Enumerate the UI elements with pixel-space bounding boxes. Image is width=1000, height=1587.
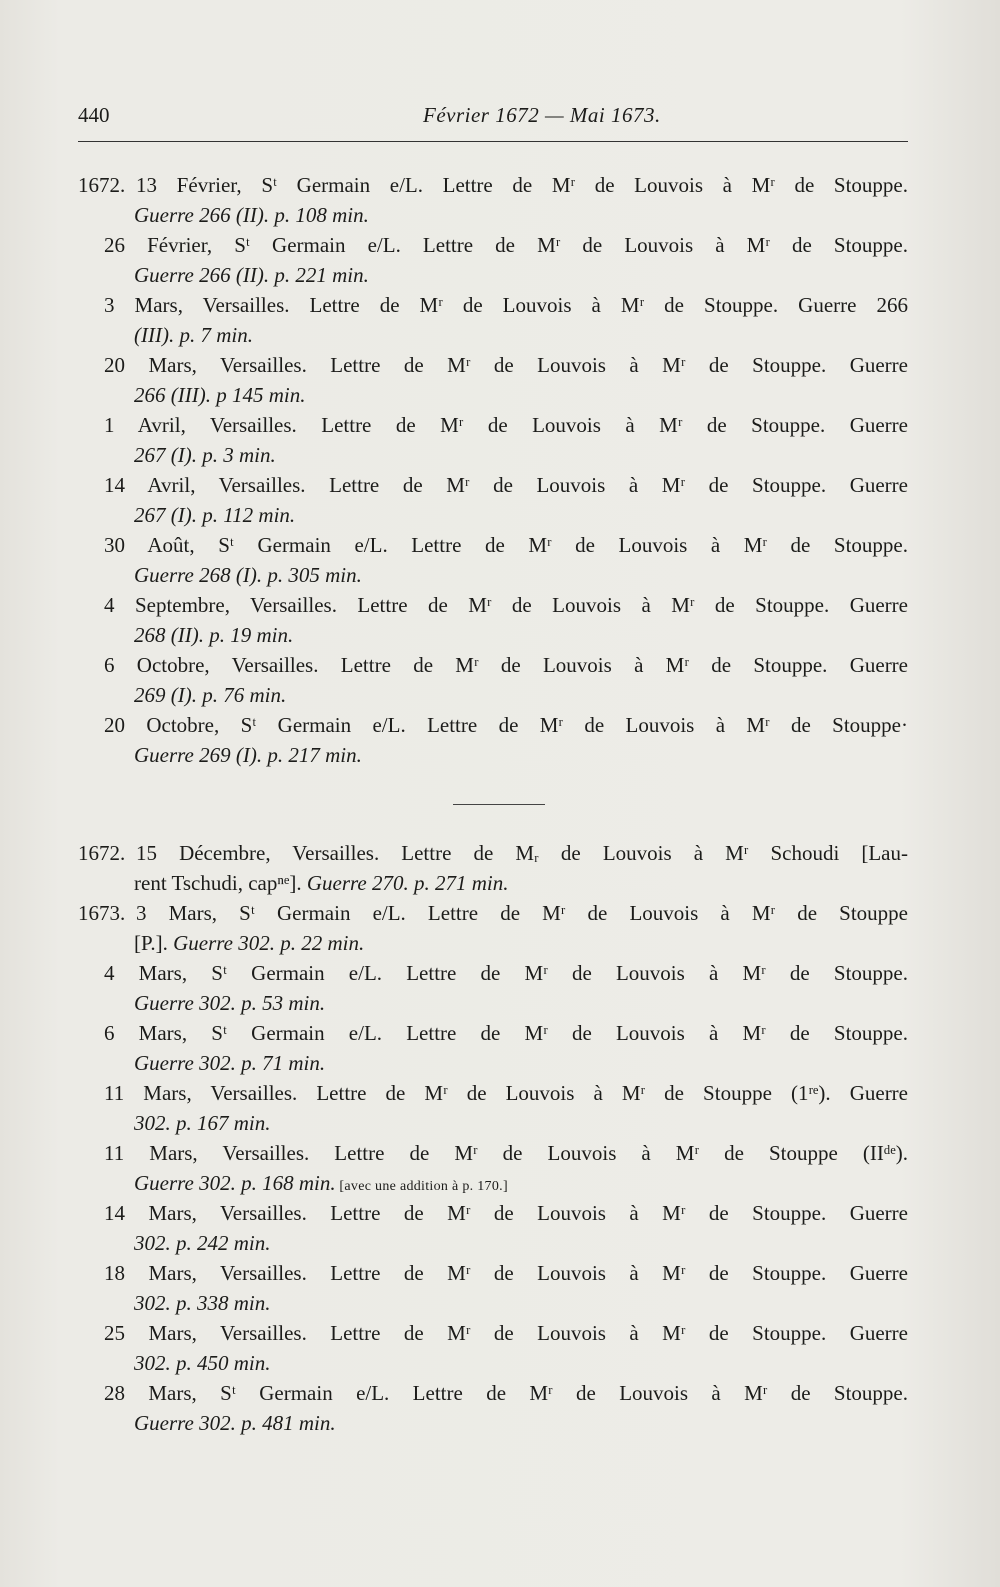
letter-entry — [78, 530, 908, 590]
entry-line-2 — [78, 200, 908, 230]
letter-entry — [78, 958, 908, 1018]
letter-entry — [78, 1318, 908, 1378]
entry-text: 6 Mars, Sᵗ Germain e/L. Lettre de Mʳ de Louvois à Mʳ de Stouppe. — [104, 1021, 908, 1045]
letter-entry — [78, 290, 908, 350]
archive-reference: 302. p. 242 min. — [134, 1231, 271, 1255]
entry-line-2 — [78, 1048, 908, 1078]
entry-line-2 — [78, 868, 908, 898]
letter-entry — [78, 230, 908, 290]
entry-line-1 — [78, 898, 908, 928]
entry-line-1 — [78, 1198, 908, 1228]
entry-line-1 — [78, 1078, 908, 1108]
entry-text: 20 Octobre, Sᵗ Germain e/L. Lettre de Mʳ de Louvois à Mʳ de Stouppe· — [104, 713, 908, 737]
entry-text: 25 Mars, Versailles. Lettre de Mʳ de Louvois à Mʳ de Stouppe. Guerre — [104, 1321, 908, 1345]
entry-line-1 — [78, 230, 908, 260]
entry-line-1 — [78, 470, 908, 500]
entry-line-2 — [78, 1108, 908, 1138]
entry-line-1 — [78, 590, 908, 620]
entry-line-2 — [78, 620, 908, 650]
entry-line-1 — [78, 1258, 908, 1288]
archive-reference: Guerre 266 (II). p. 221 min. — [134, 263, 369, 287]
letter-entry — [78, 1258, 908, 1318]
letter-entry — [78, 170, 908, 230]
archive-reference: 267 (I). p. 3 min. — [134, 443, 276, 467]
archive-reference: 302. p. 450 min. — [134, 1351, 271, 1375]
entry-text: 6 Octobre, Versailles. Lettre de Mʳ de Louvois à Mʳ de Stouppe. Guerre — [104, 653, 908, 677]
archive-reference: Guerre 269 (I). p. 217 min. — [134, 743, 362, 767]
archive-reference: 302. p. 167 min. — [134, 1111, 271, 1135]
entry-year: 1672. — [78, 841, 126, 865]
section-divider — [453, 804, 545, 805]
letter-entry — [78, 350, 908, 410]
archive-reference: Guerre 302. p. 168 min. — [134, 1171, 336, 1195]
letter-entry — [78, 1018, 908, 1078]
entry-text: 14 Mars, Versailles. Lettre de Mʳ de Louvois à Mʳ de Stouppe. Guerre — [104, 1201, 908, 1225]
letter-entry — [78, 710, 908, 770]
entry-note: [avec une addition à p. 170.] — [335, 1179, 508, 1194]
entry-line-2 — [78, 928, 908, 958]
archive-reference: Guerre 302. p. 22 min. — [173, 931, 365, 955]
archive-reference: Guerre 302. p. 53 min. — [134, 991, 326, 1015]
entry-line-1 — [78, 1318, 908, 1348]
entry-line-1 — [78, 350, 908, 380]
entry-text: 4 Septembre, Versailles. Lettre de Mʳ de Louvois à Mʳ de Stouppe. Guerre — [104, 593, 908, 617]
entry-text: 4 Mars, Sᵗ Germain e/L. Lettre de Mʳ de Louvois à Mʳ de Stouppe. — [104, 961, 908, 985]
letter-entry — [78, 1198, 908, 1258]
archive-reference: Guerre 270. p. 271 min. — [306, 871, 509, 895]
entry-text: 15 Décembre, Versailles. Lettre de Mᵣ de Louvois à Mʳ Schoudi [Lau- — [136, 841, 908, 865]
letter-entry — [78, 898, 908, 958]
letter-entry — [78, 650, 908, 710]
entry-text: 14 Avril, Versailles. Lettre de Mʳ de Louvois à Mʳ de Stouppe. Guerre — [104, 473, 908, 497]
entry-line-1 — [78, 1138, 908, 1168]
entry-text: 18 Mars, Versailles. Lettre de Mʳ de Louvois à Mʳ de Stouppe. Guerre — [104, 1261, 908, 1285]
archive-reference: Guerre 266 (II). p. 108 min. — [134, 203, 369, 227]
entry-text: 3 Mars, Versailles. Lettre de Mʳ de Louvois à Mʳ de Stouppe. Guerre 266 — [104, 293, 908, 317]
archive-reference: Guerre 302. p. 71 min. — [134, 1051, 326, 1075]
archive-reference: 266 (III). p 145 min. — [134, 383, 306, 407]
entry-line-1 — [78, 410, 908, 440]
entry-line-1 — [78, 1378, 908, 1408]
entry-line-2 — [78, 320, 908, 350]
entry-text: 28 Mars, Sᵗ Germain e/L. Lettre de Mʳ de Louvois à Mʳ de Stouppe. — [104, 1381, 908, 1405]
letter-entry — [78, 410, 908, 470]
entry-year: 1673. — [78, 901, 126, 925]
entry-line-2 — [78, 988, 908, 1018]
letter-entry — [78, 470, 908, 530]
archive-reference: Guerre 268 (I). p. 305 min. — [134, 563, 362, 587]
letter-entry — [78, 590, 908, 650]
entry-line-1 — [78, 710, 908, 740]
entry-text: 11 Mars, Versailles. Lettre de Mʳ de Louvois à Mʳ de Stouppe (IIᵈᵉ). — [104, 1141, 908, 1165]
archive-reference: 267 (I). p. 112 min. — [134, 503, 296, 527]
entry-text: 30 Août, Sᵗ Germain e/L. Lettre de Mʳ de Louvois à Mʳ de Stouppe. — [104, 533, 908, 557]
entry-line-2 — [78, 260, 908, 290]
running-title: Février 1672 — Mai 1673. — [423, 103, 661, 127]
entry-line-1 — [78, 290, 908, 320]
entry-line-2 — [78, 1348, 908, 1378]
header-rule — [78, 141, 908, 142]
letter-entry — [78, 838, 908, 898]
entry-line-1 — [78, 530, 908, 560]
page-number: 440 — [78, 103, 110, 127]
entry-line-1 — [78, 958, 908, 988]
entry-line-2 — [78, 380, 908, 410]
entry-line-2 — [78, 1408, 908, 1438]
entry-text-cont: rent Tschudi, capⁿᵉ]. — [134, 871, 307, 895]
entry-text: 20 Mars, Versailles. Lettre de Mʳ de Louvois à Mʳ de Stouppe. Guerre — [104, 353, 908, 377]
entry-line-2 — [78, 740, 908, 770]
entry-line-2 — [78, 1168, 908, 1198]
entry-line-2 — [78, 1288, 908, 1318]
entry-text: 13 Février, Sᵗ Germain e/L. Lettre de Mʳ de Louvois à Mʳ de Stouppe. — [136, 173, 908, 197]
entry-text: 1 Avril, Versailles. Lettre de Mʳ de Louvois à Mʳ de Stouppe. Guerre — [104, 413, 908, 437]
entry-line-2 — [78, 1228, 908, 1258]
entry-line-2 — [78, 560, 908, 590]
archive-reference: 268 (II). p. 19 min. — [134, 623, 294, 647]
entry-line-1 — [78, 650, 908, 680]
entry-line-2 — [78, 440, 908, 470]
entry-text-cont: [P.]. — [134, 931, 174, 955]
archive-reference: 269 (I). p. 76 min. — [134, 683, 287, 707]
entry-text: 11 Mars, Versailles. Lettre de Mʳ de Louvois à Mʳ de Stouppe (1ʳᵉ). Guerre — [104, 1081, 908, 1105]
archive-reference: Guerre 302. p. 481 min. — [134, 1411, 336, 1435]
entry-line-1 — [78, 170, 908, 200]
entry-line-1 — [78, 1018, 908, 1048]
entry-line-1 — [78, 838, 908, 868]
letter-entry — [78, 1078, 908, 1138]
entry-text: 26 Février, Sᵗ Germain e/L. Lettre de Mʳ de Louvois à Mʳ de Stouppe. — [104, 233, 908, 257]
entry-text: 3 Mars, Sᵗ Germain e/L. Lettre de Mʳ de Louvois à Mʳ de Stouppe — [136, 901, 908, 925]
entry-line-2 — [78, 680, 908, 710]
letter-entry — [78, 1378, 908, 1438]
archive-reference: 302. p. 338 min. — [134, 1291, 271, 1315]
letter-entry — [78, 1138, 908, 1198]
letters-section-1 — [78, 170, 908, 770]
entry-line-2 — [78, 500, 908, 530]
archive-reference: (III). p. 7 min. — [134, 323, 253, 347]
entry-year: 1672. — [78, 173, 126, 197]
letters-section-2 — [78, 838, 908, 1438]
page-header — [78, 103, 908, 133]
